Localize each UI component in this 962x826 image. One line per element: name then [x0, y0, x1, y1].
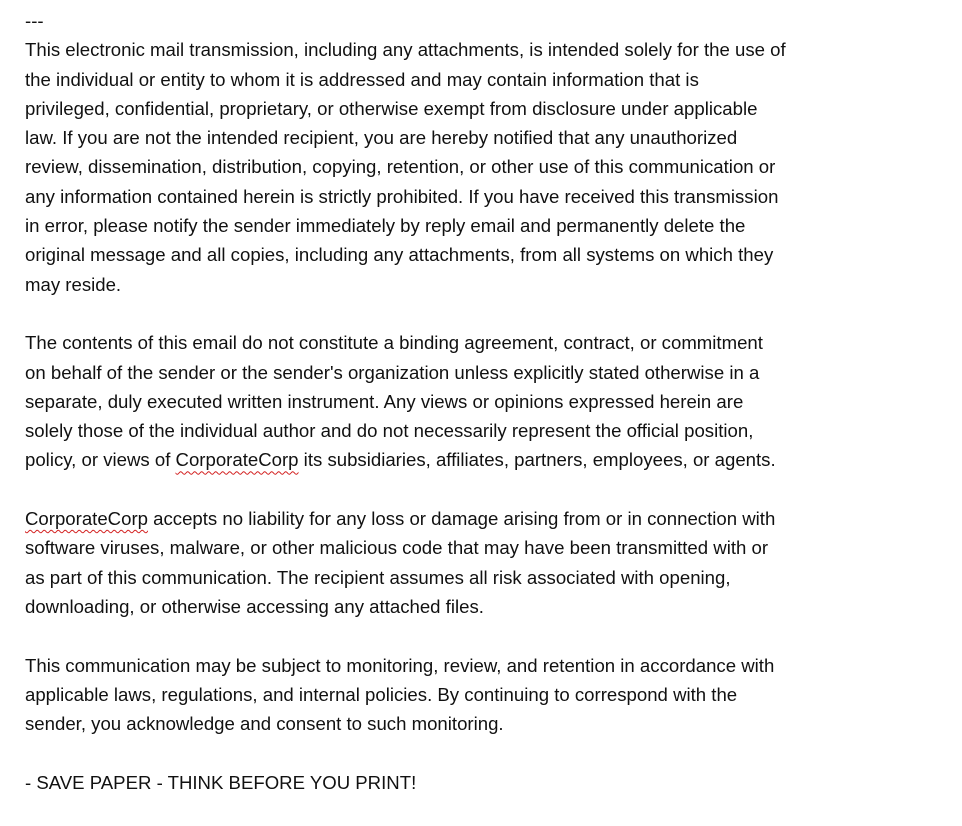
text-line [25, 680, 786, 709]
text-line [25, 123, 786, 152]
paragraph [25, 504, 786, 621]
text-line [25, 65, 786, 94]
paragraph [25, 651, 786, 739]
text-line [25, 35, 786, 64]
paragraph [25, 328, 786, 474]
text-line [25, 651, 786, 680]
text-line [25, 445, 786, 474]
text-segment: sender, you acknowledge and consent to such monitoring. [25, 713, 504, 735]
text-line [25, 328, 786, 357]
text-segment: as part of this communication. The recipient assumes all risk associated with opening, [25, 566, 731, 588]
text-segment: downloading, or otherwise accessing any attached files. [25, 595, 484, 617]
text-line [25, 709, 786, 738]
paragraph [25, 35, 786, 299]
text-segment: policy, or views of [25, 449, 176, 471]
text-segment: in error, please notify the sender immediately by reply email and permanently delete the [25, 215, 746, 237]
text-segment: The contents of this email do not constitute a binding agreement, contract, or commitment [25, 332, 763, 354]
text-line [25, 182, 786, 211]
text-segment: review, dissemination, distribution, copying, retention, or other use of this communication or [25, 156, 776, 178]
email-disclaimer-document [25, 6, 786, 826]
text-line [25, 270, 786, 299]
text-segment: on behalf of the sender or the sender's organization unless explicitly stated otherwise in a [25, 361, 760, 383]
text-line [25, 358, 786, 387]
separator-line: --- [25, 10, 44, 31]
text-line [25, 211, 786, 240]
text-segment: its subsidiaries, affiliates, partners, employees, or agents. [298, 449, 776, 471]
disclaimer-body [25, 35, 786, 797]
text-segment: This electronic mail transmission, including any attachments, is intended solely for the use of [25, 39, 786, 61]
text-segment: accepts no liability for any loss or damage arising from or in connection with [147, 508, 776, 530]
text-line [25, 768, 786, 797]
text-line [25, 387, 786, 416]
text-segment: law. If you are not the intended recipient, you are hereby notified that any unauthorized [25, 127, 738, 149]
text-segment: software viruses, malware, or other malicious code that may have been transmitted with or [25, 537, 769, 559]
text-segment: This communication may be subject to monitoring, review, and retention in accordance with [25, 654, 775, 676]
text-segment: privileged, confidential, proprietary, or otherwise exempt from disclosure under applicable [25, 97, 758, 119]
misspelled-word[interactable]: CorporateCorp [175, 449, 299, 471]
text-line [25, 152, 786, 181]
text-segment: applicable laws, regulations, and internal policies. By continuing to correspond with the [25, 683, 738, 705]
text-segment: separate, duly executed written instrument. Any views or opinions expressed herein are [25, 390, 744, 412]
text-line [25, 563, 786, 592]
text-line [25, 504, 786, 533]
paragraph [25, 768, 786, 797]
text-segment: - SAVE PAPER - THINK BEFORE YOU PRINT! [25, 771, 417, 793]
text-segment: the individual or entity to whom it is addressed and may contain information that is [25, 68, 699, 90]
text-segment: any information contained herein is strictly prohibited. If you have received this transmission [25, 185, 779, 207]
text-line [25, 592, 786, 621]
text-segment: may reside. [25, 273, 122, 295]
misspelled-word[interactable]: CorporateCorp [25, 508, 148, 530]
text-segment: solely those of the individual author and do not necessarily represent the official position, [25, 420, 754, 442]
text-line [25, 240, 786, 269]
text-line [25, 533, 786, 562]
text-segment: original message and all copies, including any attachments, from all systems on which they [25, 244, 774, 266]
text-line [25, 94, 786, 123]
text-line [25, 416, 786, 445]
